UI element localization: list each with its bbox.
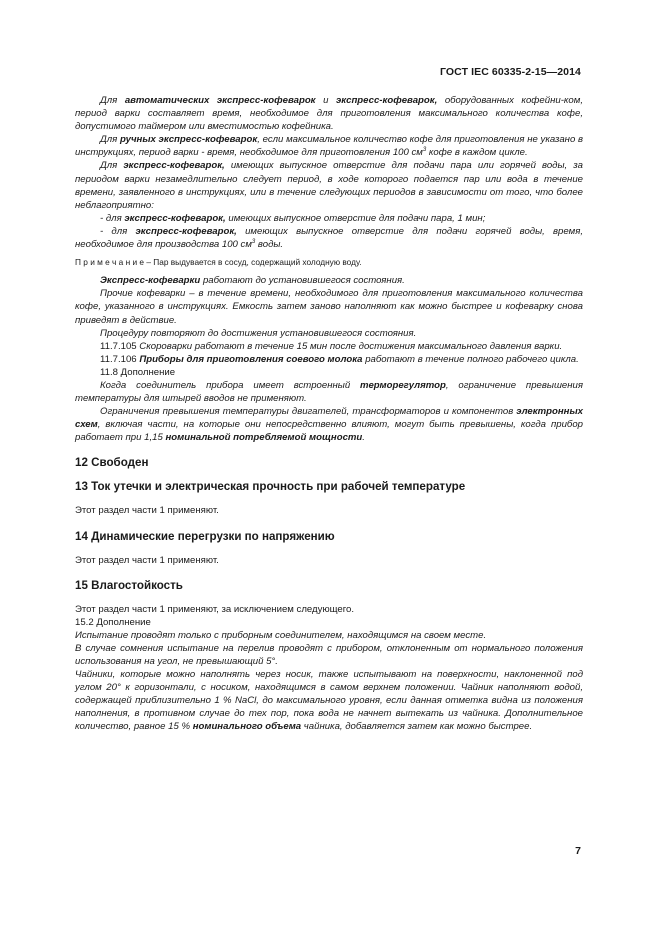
document-header: ГОСТ IEC 60335-2-15—2014 [439,66,581,78]
superscript: 3 [422,147,427,154]
defined-term: номинального объема [192,721,302,733]
defined-term: экспресс-кофеварок, [135,225,237,237]
list-item-hot-water-outlet [75,225,583,251]
clause-number: 11.7.106 [100,353,140,365]
note-label: П р и м е ч а н и е [75,257,145,268]
page-number: 7 [575,845,581,857]
text-run: воды. [255,239,284,251]
section-14-text: Этот раздел части 1 применяют. [75,554,219,566]
text-run: - для [100,225,136,237]
paragraph-auto-espresso [75,94,583,133]
text-run: Скороварки работают в течение 15 мин после достижения максимального давления варки. [136,340,563,352]
text-run: , если максимальное количество кофе для приготовления не указано в инструкциях, период варки - время, необходимое для приготовления 100 см [75,134,583,159]
text-run: Чайники, которые можно наполнять через носик, также испытывают на поверхности, наклоненной под углом 20° к горизонтали, с носиком, находящимся в самом верхнем положении. Чайник наполняют водой, содержащей приблизительно 1 % NaCl, до максимального уровня, если данная отметка видна из положения наполнения, в противном случае до тех пор, пока вода не начнет вытекать из чайника. Дополнительное количество, равное 15 % [75,669,583,733]
paragraph-steady-state [75,274,583,287]
paragraph-connector-test: Испытание проводят только с приборным соединителем, находящимся на своем месте. [75,629,487,641]
paragraph-kettles [75,668,583,733]
defined-term: электронных схем [75,406,583,431]
text-run: , включая части, на которые они непосредственно влияют, могут быть превышены, когда прибор работает при 1,15 [75,419,583,444]
section-13-text: Этот раздел части 1 применяют. [75,505,219,517]
text-run: Для [100,95,125,106]
text-run: Когда соединитель прибора имеет встроенный [100,379,361,391]
defined-term: терморегулятор [360,379,446,391]
text-run: работают в течение полного рабочего цикла. [362,353,579,365]
defined-term: экспресс-кофеварок, [123,160,225,172]
paragraph-repeat-procedure: Процедуру повторяют до достижения установившегося состояния. [100,327,417,339]
text-run: . [362,432,365,444]
section-15-text: Этот раздел части 1 применяют, за исключением следующего. [75,603,355,615]
defined-term: автоматических экспресс-кофеварок [124,95,316,106]
clause-15-2: 15.2 Дополнение [75,616,151,628]
text-run: Для [100,160,124,172]
superscript: 3 [251,239,256,246]
document-body [75,94,583,734]
section-13-heading: 13 Ток утечки и электрическая прочность при рабочей температуре [75,480,466,494]
note [75,256,583,269]
text-run: имеющих выпускное отверстие для подачи горячей воды, время, необходимое для производства 100 см [75,225,583,251]
text-run: чайника, добавляется затем как можно быстрее. [301,721,533,733]
list-item-steam-outlet [75,212,583,225]
defined-term: экспресс-кофеварок, [124,212,226,224]
section-14-heading: 14 Динамические перегрузки по напряжению [75,529,335,543]
clause-11-7-105 [75,340,583,353]
clause-11-7-106 [75,353,583,366]
section-15-heading: 15 Влагостойкость [75,578,183,592]
note-text: – Пар выдувается в сосуд, содержащий холодную воду. [144,257,362,268]
defined-term: ручных экспресс-кофеварок [120,134,258,146]
text-run: и [315,95,336,106]
text-run: Ограничения превышения температуры двигателей, трансформаторов и компонентов [100,406,517,418]
text-run: оборудованных кофейни-ком, период варки составляет время, необходимое для приготовления максимального количества кофе, допустимого таймером или вместимостью кофейника. [75,95,583,133]
section-12-heading: 12 Свободен [75,456,149,470]
paragraph-espresso-steam [75,159,583,211]
defined-term: Экспресс-кофеварки [100,275,201,287]
defined-term: Приборы для приготовления соевого молока [139,353,363,365]
defined-term: номинальной потребляемой мощности [165,432,363,444]
paragraph-temperature-limits [75,405,583,444]
defined-term: экспресс-кофеварок, [335,95,438,106]
text-run: кофе в каждом цикле. [426,147,528,159]
text-run: , ограничение превышения температуры для штырей вводов не применяют. [75,379,583,405]
clause-number: 11.7.105 [100,340,137,352]
paragraph-overflow-test: В случае сомнения испытание на перелив проводят с прибором, отклоненным от нормального положения использования на угол, не превышающий 5°. [75,642,583,667]
text-run: Для [100,134,120,146]
text-run: работают до установившегося состояния. [200,275,405,287]
paragraph-manual-espresso [75,133,583,159]
paragraph-thermostat [75,379,583,405]
text-run: имеющих выпускное отверстие для подачи пара, 1 мин; [225,212,486,224]
text-run: имеющих выпускное отверстие для подачи пара или горячей воды, за периодом варки незамедлительно следует период, в ходе которого подается пар или вода в течение времени, заявленного в инструкциях, или в течение следующих периодов в зависимости от того, что более неблагоприятно: [75,160,583,211]
text-run: - для [100,212,125,224]
paragraph-other-coffee-makers: Прочие кофеварки – в течение времени, необходимого для приготовления максимального количества кофе, указанного в инструкциях. Емкость затем заново наполняют как можно быстрее и кофеварку снова приведят в действие. [75,288,583,326]
clause-11-8: 11.8 Дополнение [100,366,176,378]
